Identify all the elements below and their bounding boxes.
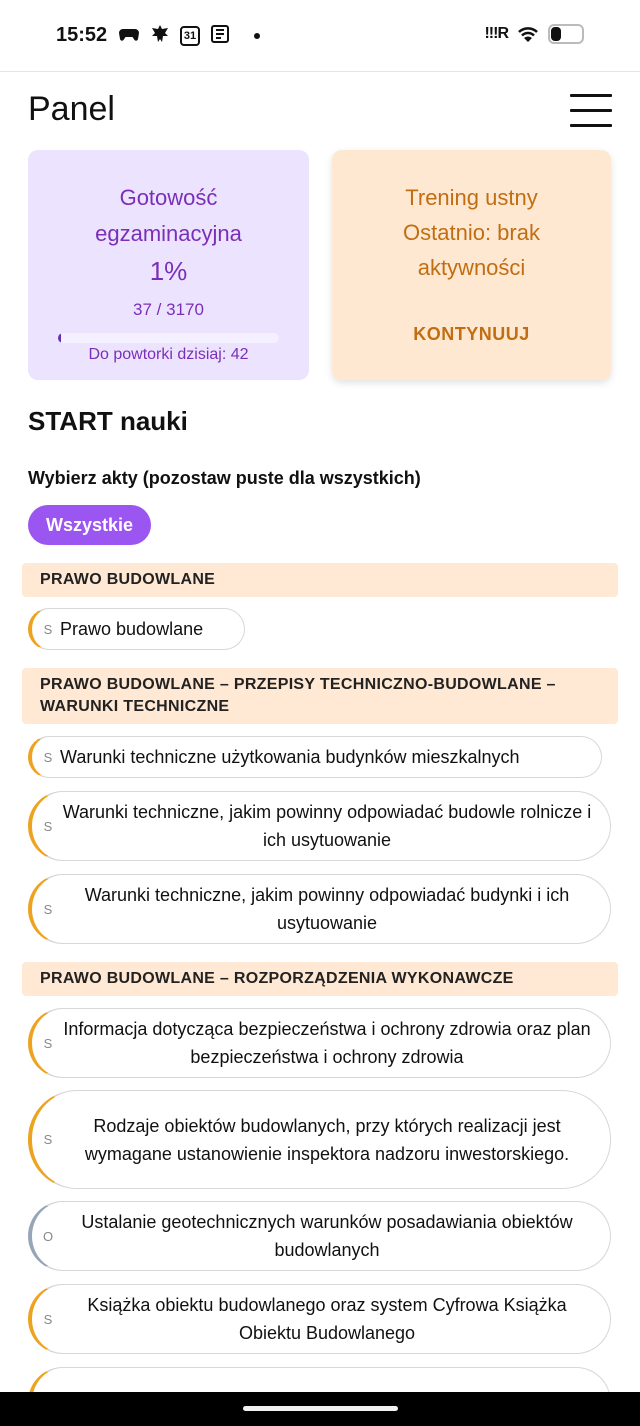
act-code: S <box>43 818 53 834</box>
exam-progress-bar <box>58 333 279 343</box>
exam-card-title: Gotowość egzaminacyjna <box>95 185 242 246</box>
oral-card-subtitle: Ostatnio: brak aktywności <box>403 220 540 280</box>
act-code: S <box>43 749 53 765</box>
status-icons-left <box>118 24 260 48</box>
group-header: PRAWO BUDOWLANE <box>22 563 618 597</box>
act-code: S <box>43 901 53 917</box>
act-label: Książka obiektu budowlanego oraz system Cyfrowa Książka Obiektu Budowlanego <box>87 1295 567 1343</box>
calendar-icon: 31 <box>180 26 200 46</box>
eagle-icon <box>150 24 170 48</box>
act-label: Informacja dotycząca bezpieczeństwa i ochrony zdrowia oraz plan bezpieczeństwa i ochrony zdrowia <box>63 1019 591 1067</box>
exam-percent: 1% <box>149 256 188 286</box>
act-code: S <box>43 621 53 637</box>
act-code: S <box>43 1035 53 1051</box>
group-header: PRAWO BUDOWLANE – PRZEPISY TECHNICZNO-BUDOWLANE – WARUNKI TECHNICZNE <box>22 668 618 724</box>
act-label: Warunki techniczne użytkowania budynków mieszkalnych <box>60 747 520 767</box>
oral-card-text <box>332 180 611 285</box>
act-pill[interactable] <box>28 1008 611 1078</box>
system-navigation-bar <box>0 1392 640 1426</box>
act-pill[interactable] <box>28 1090 611 1189</box>
hamburger-menu-icon[interactable] <box>570 94 612 128</box>
act-code: O <box>42 1228 54 1244</box>
status-bar <box>0 0 640 72</box>
exam-readiness-card[interactable] <box>28 150 309 380</box>
home-gesture-handle[interactable] <box>243 1406 398 1411</box>
gamepad-icon <box>118 26 140 46</box>
act-pill[interactable] <box>28 791 611 861</box>
notification-dot-icon <box>254 33 260 39</box>
status-time: 15:52 <box>56 24 108 46</box>
oral-training-card[interactable] <box>332 150 611 380</box>
group-header: PRAWO BUDOWLANE – ROZPORZĄDZENIA WYKONAWCZE <box>22 962 618 996</box>
act-code: S <box>43 1132 53 1147</box>
start-section-title: START nauki <box>28 406 188 436</box>
act-pill[interactable] <box>28 1201 611 1271</box>
page-title: Panel <box>28 90 115 128</box>
act-code: S <box>43 1311 53 1327</box>
continue-button[interactable]: KONTYNUUJ <box>332 324 611 345</box>
battery-icon <box>548 24 584 44</box>
acts-selection-label: Wybierz akty (pozostaw puste dla wszystkich) <box>28 468 421 488</box>
act-label: Rodzaje obiektów budowlanych, przy których realizacji jest wymagane ustanowienie inspektora nadzoru inwestorskiego. <box>84 1115 570 1164</box>
act-pill[interactable] <box>28 608 245 650</box>
news-icon <box>210 24 230 48</box>
act-pill[interactable] <box>28 874 611 944</box>
act-pill[interactable] <box>28 736 602 778</box>
act-pill[interactable] <box>28 1284 611 1354</box>
exam-count: 37 / 3170 <box>133 300 204 319</box>
oral-card-title: Trening ustny <box>405 185 538 210</box>
status-icons-right <box>484 24 584 44</box>
signal-icon: !!!R <box>484 25 508 42</box>
act-label: Prawo budowlane <box>60 619 204 639</box>
act-label: Ustalanie geotechnicznych warunków posadawiania obiektów budowlanych <box>81 1212 573 1260</box>
act-label: Warunki techniczne, jakim powinny odpowiadać budowle rolnicze i ich usytuowanie <box>62 802 592 850</box>
review-today-text: Do powtorki dzisiaj: 42 <box>88 346 249 363</box>
all-acts-chip[interactable]: Wszystkie <box>28 505 151 545</box>
act-label: Warunki techniczne, jakim powinny odpowiadać budynki i ich usytuowanie <box>84 885 570 933</box>
exam-progress-fill <box>58 333 61 343</box>
wifi-icon <box>516 25 540 43</box>
app-header <box>0 72 640 148</box>
